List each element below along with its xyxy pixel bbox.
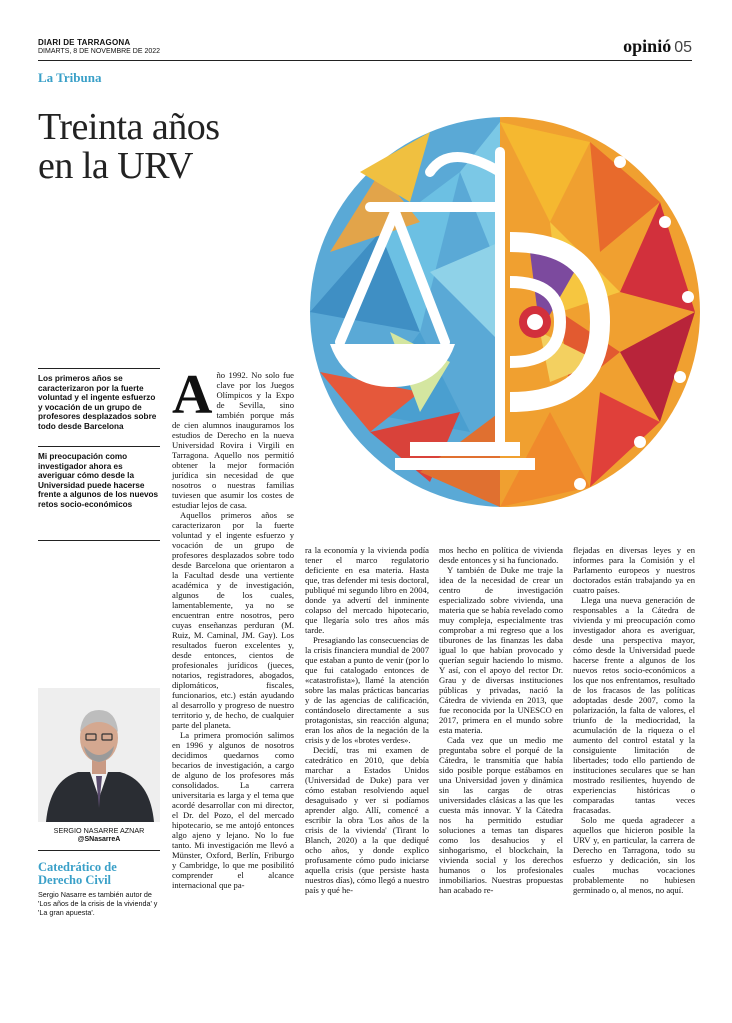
justice-scale-illustration xyxy=(300,112,700,512)
article-paragraph: Cada vez que un medio me preguntaba sobre el porqué de la Cátedra, le transmitía que había sido posible porque estábamos en una Universidad joven y dinámica sin las cargas de otras universidades clásicas a las que les cuesta más innovar. Y la Cátedra nos ha permitido estudiar soluciones a temas tan dispares como los desahucios y el sinhogarismo, el blockchain, la vivienda social y los derechos humanos o los profesionales inmobiliarios. Nuestras propuestas han acabado re- xyxy=(439,735,563,895)
headline-line-2: en la URV xyxy=(38,145,193,187)
author-twitter-handle: @SNasarreA xyxy=(77,836,121,843)
author-photo xyxy=(38,688,160,822)
page-number: 05 xyxy=(674,39,692,56)
header-rule xyxy=(38,60,692,61)
article-column-4 xyxy=(573,545,695,895)
newspaper-name: DIARI DE TARRAGONA xyxy=(38,38,131,47)
article-paragraph: Y también de Duke me traje la idea de la necesidad de crear un centro de investigación especializado sobre vivienda, una materia que se había revelado como muy compleja, especialmente tras comprobar a mi regreso que a los tiburones de las finanzas les daba igual lo que habían provocado y querían seguir haciendo lo mismo. Y así, con el apoyo del rector Dr. Grau y de diversas instituciones públicas y privadas, nació la Cátedra de vivienda en 2013, que fue reconocida por la UNESCO en 2017, primera en el mundo sobre esta materia. xyxy=(439,565,563,735)
article-column-3 xyxy=(439,545,563,895)
author-rule xyxy=(38,850,160,851)
article-paragraph: Solo me queda agradecer a aquellos que hicieron posible la URV y, en particular, la carrera de Derecho en Tarragona, todo su esfuerzo y dedicación, sin los cuales muchas vocaciones probablemente no hubiesen germinado o, al menos, no aquí. xyxy=(573,815,695,895)
article-paragraph: Aquellos primeros años se caracterizaron por la fuerte voluntad y el ingente esfuerzo y vocación de un grupo de profesores desplazados sobre todo desde Barcelona que orientaron a la Facultad desde una vertiente académica y de investigación, algunos de los cuales, lamentablemente, ya no se encuentran entre nosotros, pero cuyas enseñanzas perduran (M. Ruiz, M. Caminal, JM. Gay). Los resultados fueron excelentes y, desde entonces, cientos de profesionales jurídicos (jueces, notarios, registradores, abogados, diplomáticos, fiscales, funcionarios, etc.) están ayudando al desarrollo y progreso de nuestro territorio y, de hecho, de cualquier parte del planeta. xyxy=(172,510,294,730)
author-role: Catedrático de Derecho Civil xyxy=(38,860,117,887)
pullquote-2: Mi preocupación como investigador ahora es averiguar cómo desde la Universidad puede hacerse frente a algunos de los nuevos retos socio-económicos xyxy=(38,452,159,509)
pullquote-rule-top xyxy=(38,368,160,369)
article-column-1 xyxy=(172,364,294,890)
article-paragraph: mos hecho en política de vivienda desde entonces y si ha funcionado. xyxy=(439,545,563,565)
masthead xyxy=(38,38,160,55)
headline-line-1: Treinta años xyxy=(38,106,220,148)
headline xyxy=(38,108,220,186)
author-bio: Sergio Nasarre es también autor de 'Los años de la crisis de la vivienda' y 'La gran apuesta'. xyxy=(38,890,158,917)
article-column-2 xyxy=(305,545,429,895)
section-name: opinió xyxy=(623,36,672,56)
author-portrait-icon xyxy=(38,688,160,822)
section-header xyxy=(623,36,692,57)
article-paragraph: ra la economía y la vivienda podía tener el marco regulatorio deficiente en esa materia. Hasta que, tras defender mi tesis doctoral, publiqué mi segundo libro en 2004, donde ya advertí del inminente colapso del mercado hipotecario, que llegaría solo tres años más tarde. xyxy=(305,545,429,635)
article-paragraph: flejadas en diversas leyes y en informes para la Comisión y el Parlamento europeos y nuestros doctorados están trabajando ya en cuatro países. xyxy=(573,545,695,595)
article-paragraph: ño 1992. No solo fue clave por los Juegos Olímpicos y la Expo de Sevilla, sino también porque más de cien alumnos inauguramos los estudios de Derecho en la nueva Universidad Rovira i Virgili en Tarragona. Aquello nos permitió obtener la mejor formación jurídica sin necesidad de que nosotros o nuestras familias tuviesen que asumir los costes de estudiar lejos de casa. xyxy=(172,370,294,510)
illustration-graphic xyxy=(300,112,700,512)
pullquote-rule-middle xyxy=(38,446,160,447)
issue-date: DIMARTS, 8 DE NOVEMBRE DE 2022 xyxy=(38,48,161,55)
drop-cap: A xyxy=(172,364,213,426)
pullquote-1: Los primeros años se caracterizaron por la fuerte voluntad y el ingente esfuerzo y vocación de un grupo de profesores desplazados sobre todo desde Barcelona xyxy=(38,374,157,431)
article-paragraph: Decidí, tras mi examen de catedrático en 2010, que debía marchar a Estados Unidos (Universidad de Duke) para ver cómo estaban resolviendo aquel desaguisado y ver si podíamos aprender algo. Allí, comencé a escribir la obra 'Los años de la crisis de la vivienda' (Tirant lo Blanch, 2020) a la que dediqué ocho años, y donde explico profusamente cómo pudo iniciarse aquella crisis (que persiste hasta nuestros días), cómo llegó a nuestro país y qué he- xyxy=(305,745,429,895)
article-paragraph: La primera promoción salimos en 1996 y algunos de nosotros decidimos quedarnos como becarios de investigación, a cargo de alguno de los profesores más consolidados. La carrera universitaria es larga y el tema que acordé desarrollar con mi director, el Dr. del Pozo, el del mercado hipotecario, se me antojó entonces algo ajeno y lejano. No lo fue tanto. Mi investigación me llevó a Münster, Oxford, Berlín, Friburgo y Cambridge, lo que me posibilitó comprender el alcance internacional que pa- xyxy=(172,730,294,890)
article-paragraph: Llega una nueva generación de responsables a la Cátedra de vivienda y mi preocupación como investigador ahora es averiguar, desde una perspectiva mayor, cómo desde la Universidad puede hacerse frente a algunos de los nuevos retos socio-económicos a los que nos enfrentamos, resultado de los fracasos de las políticas adoptadas desde 2007, como la polarización, la falta de valores, el triunfo de la mediocridad, la acumulación de la riqueza o el aumento del control estatal y la consiguiente limitación de libertades; todo ello partiendo de instituciones seculares que se han mostrado resilientes, huyendo de experiencias históricas o comparadas tantas veces fracasadas. xyxy=(573,595,695,815)
pullquote-rule-bottom xyxy=(38,540,160,541)
kicker: La Tribuna xyxy=(38,70,102,85)
article-paragraph: Presagiando las consecuencias de la crisis financiera mundial de 2007 que estaban a punto de venir (por lo que fui catalogado entonces de «catastrofista»), llamé la atención sobre las malas prácticas bancarias y de las agencias de calificación, contándoselo directamente a sus protagonistas, sin reacción alguna; eran los años de la negación de la crisis y de los «brotes verdes». xyxy=(305,635,429,745)
author-name: SERGIO NASARRE AZNAR xyxy=(53,826,145,835)
